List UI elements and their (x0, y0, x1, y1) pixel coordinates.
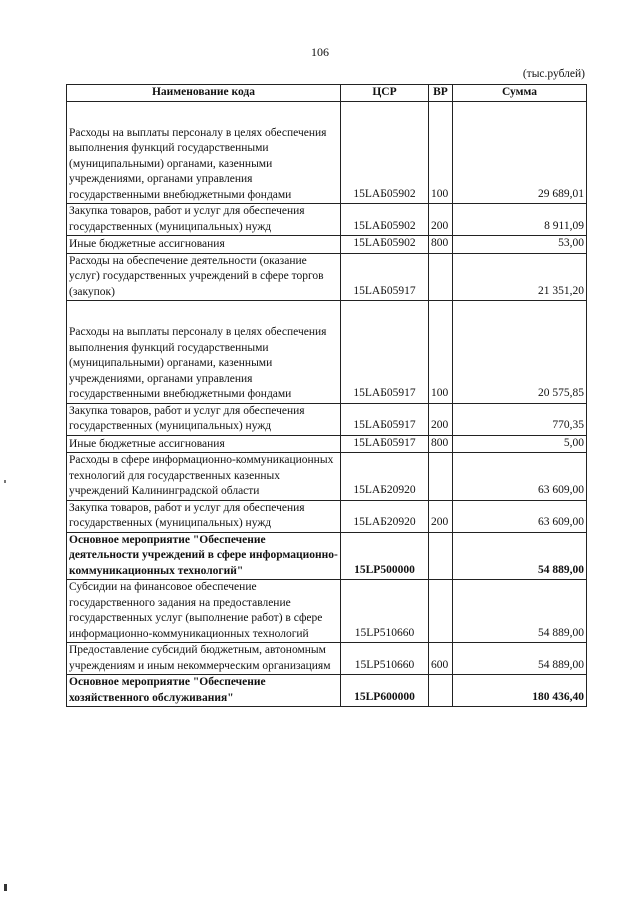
cell-sum: 180 436,40 (453, 675, 587, 707)
cell-vr: 100 (429, 101, 453, 204)
cell-csr: 15LР600000 (341, 675, 429, 707)
cell-vr: 100 (429, 301, 453, 404)
header-vr: ВР (429, 85, 453, 102)
cell-sum: 8 911,09 (453, 204, 587, 236)
table-row (67, 580, 587, 643)
cell-csr: 15LР510660 (341, 643, 429, 675)
cell-csr: 15LАБ05902 (341, 204, 429, 236)
cell-vr: 800 (429, 435, 453, 453)
cell-name: Основное мероприятие "Обеспечение деятельности учреждений в сфере информационно-коммуникационных технологий" (67, 532, 341, 580)
cell-vr (429, 532, 453, 580)
cell-sum: 53,00 (453, 236, 587, 254)
table-row (67, 453, 587, 501)
cell-sum: 770,35 (453, 403, 587, 435)
table-row (67, 204, 587, 236)
cell-vr (429, 675, 453, 707)
cell-sum: 63 609,00 (453, 500, 587, 532)
cell-name: Иные бюджетные ассигнования (67, 435, 341, 453)
cell-name: Закупка товаров, работ и услуг для обеспечения государственных (муниципальных) нужд (67, 500, 341, 532)
budget-table (66, 84, 587, 707)
header-sum: Сумма (453, 85, 587, 102)
table-row (67, 675, 587, 707)
cell-csr: 15LАБ20920 (341, 453, 429, 501)
cell-vr: 200 (429, 500, 453, 532)
cell-csr: 15LАБ05902 (341, 101, 429, 204)
cell-name: Предоставление субсидий бюджетным, автономным учреждениям и иным некоммерческим организациям (67, 643, 341, 675)
cell-sum: 5,00 (453, 435, 587, 453)
cell-sum: 21 351,20 (453, 253, 587, 301)
cell-vr: 200 (429, 204, 453, 236)
table-row (67, 643, 587, 675)
table-header-row (67, 85, 587, 102)
cell-vr: 600 (429, 643, 453, 675)
cell-sum: 54 889,00 (453, 580, 587, 643)
table-row (67, 403, 587, 435)
cell-vr (429, 453, 453, 501)
units-label: (тыс.рублей) (522, 68, 585, 80)
cell-name: Закупка товаров, работ и услуг для обеспечения государственных (муниципальных) нужд (67, 403, 341, 435)
cell-sum: 63 609,00 (453, 453, 587, 501)
cell-vr: 200 (429, 403, 453, 435)
table-row (67, 101, 587, 204)
cell-name: Расходы на выплаты персоналу в целях обеспечения выполнения функций государственными (муниципальными) органами, казенными учреждениями, органами управления государственными внебюджетными фондами (67, 101, 341, 204)
cell-csr: 15LАБ05917 (341, 403, 429, 435)
cell-csr: 15LАБ05902 (341, 236, 429, 254)
cell-vr (429, 580, 453, 643)
cell-sum: 20 575,85 (453, 301, 587, 404)
cell-csr: 15LАБ05917 (341, 253, 429, 301)
cell-vr: 800 (429, 236, 453, 254)
cell-name: Основное мероприятие "Обеспечение хозяйственного обслуживания" (67, 675, 341, 707)
cell-name: Субсидии на финансовое обеспечение государственного задания на предоставление государственных услуг (выполнение работ) в сфере информационно-коммуникационных технологий (67, 580, 341, 643)
page-number: 106 (311, 45, 329, 59)
scan-mark (4, 884, 7, 891)
table-row (67, 532, 587, 580)
table-row (67, 500, 587, 532)
table-row (67, 253, 587, 301)
header-csr: ЦСР (341, 85, 429, 102)
table-row (67, 236, 587, 254)
cell-csr: 15LР500000 (341, 532, 429, 580)
cell-csr: 15LАБ20920 (341, 500, 429, 532)
cell-csr: 15LАБ05917 (341, 301, 429, 404)
cell-vr (429, 253, 453, 301)
cell-sum: 54 889,00 (453, 532, 587, 580)
table-body (67, 101, 587, 707)
scan-mark-small (4, 480, 6, 483)
cell-name: Иные бюджетные ассигнования (67, 236, 341, 254)
cell-name: Расходы на выплаты персоналу в целях обеспечения выполнения функций государственными (муниципальными) органами, казенными учреждениями, органами управления государственными внебюджетными фондами (67, 301, 341, 404)
cell-sum: 29 689,01 (453, 101, 587, 204)
cell-csr: 15LР510660 (341, 580, 429, 643)
cell-name: Расходы на обеспечение деятельности (оказание услуг) государственных учреждений в сфере торгов (закупок) (67, 253, 341, 301)
cell-name: Закупка товаров, работ и услуг для обеспечения государственных (муниципальных) нужд (67, 204, 341, 236)
table-row (67, 301, 587, 404)
cell-name: Расходы в сфере информационно-коммуникационных технологий для государственных казенных учреждений Калининградской области (67, 453, 341, 501)
cell-csr: 15LАБ05917 (341, 435, 429, 453)
header-name: Наименование кода (67, 85, 341, 102)
cell-sum: 54 889,00 (453, 643, 587, 675)
table-row (67, 435, 587, 453)
